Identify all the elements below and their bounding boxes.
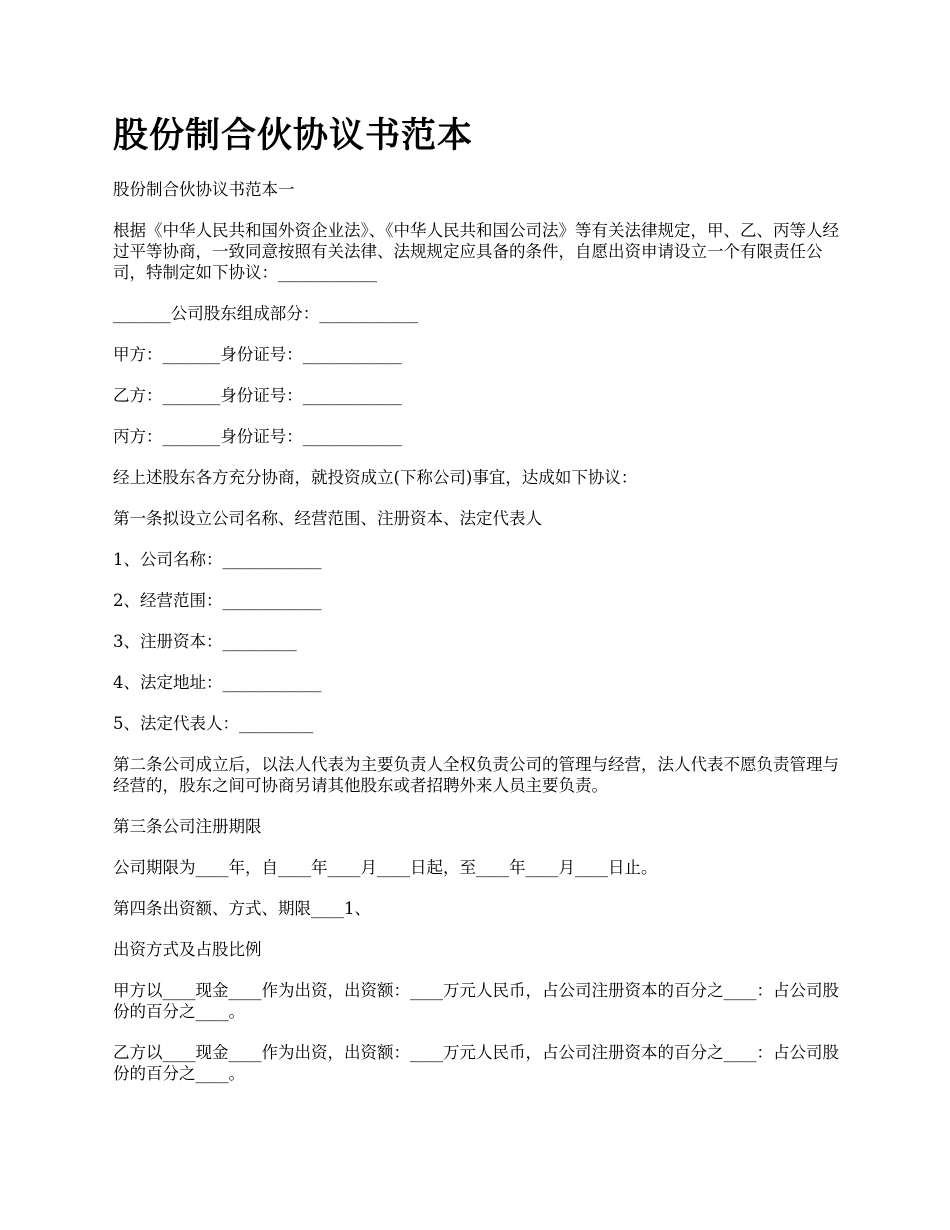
paragraph-article-2: 第二条公司成立后，以法人代表为主要负责人全权负责公司的管理与经营，法人代表不愿负责管理与经营的，股东之间可协商另请其他股东或者招聘外来人员主要负责。 <box>113 755 839 795</box>
paragraph-business-scope: 2、经营范围：____________ <box>113 591 322 610</box>
paragraph-article-4: 第四条出资额、方式、期限____1、 <box>113 899 371 918</box>
paragraph-party-c: 丙方：_______身份证号：____________ <box>113 427 402 446</box>
paragraph-contribution-method: 出资方式及占股比例 <box>113 940 262 959</box>
paragraph-article-1: 第一条拟设立公司名称、经营范围、注册资本、法定代表人 <box>113 509 542 528</box>
paragraph-article-3: 第三条公司注册期限 <box>113 817 262 836</box>
document-page <box>113 110 848 1104</box>
paragraph-legal-representative: 5、法定代表人：_________ <box>113 714 314 733</box>
paragraph-legal-address: 4、法定地址：____________ <box>113 673 322 692</box>
paragraph-party-b-contribution: 乙方以____现金____作为出资，出资额：____万元人民币，占公司注册资本的百分之____：占公司股份的百分之____。 <box>113 1043 839 1083</box>
paragraph-subtitle: 股份制合伙协议书范本一 <box>113 180 295 199</box>
paragraph-registered-capital: 3、注册资本：_________ <box>113 632 297 651</box>
paragraph-company-name: 1、公司名称：____________ <box>113 550 322 569</box>
paragraph-shareholders: _______公司股东组成部分：____________ <box>113 304 419 323</box>
paragraph-preamble: 根据《中华人民共和国外资企业法》、《中华人民共和国公司法》等有关法律规定，甲、乙、丙等人经过平等协商，一致同意按照有关法律、法规规定应具备的条件，自愿出资申请设立一个有限责任公司，特制定如下协议：____________ <box>113 221 839 282</box>
paragraph-agreement-intro: 经上述股东各方充分协商，就投资成立(下称公司)事宜，达成如下协议： <box>113 468 638 487</box>
document-title: 股份制合伙协议书范本 <box>113 115 474 156</box>
paragraph-party-a-contribution: 甲方以____现金____作为出资，出资额：____万元人民币，占公司注册资本的百分之____：占公司股份的百分之____。 <box>113 981 839 1021</box>
paragraph-party-b: 乙方：_______身份证号：____________ <box>113 386 402 405</box>
paragraph-party-a: 甲方：_______身份证号：____________ <box>113 345 402 364</box>
paragraph-term: 公司期限为____年，自____年____月____日起，至____年____月____日止。 <box>113 858 658 877</box>
